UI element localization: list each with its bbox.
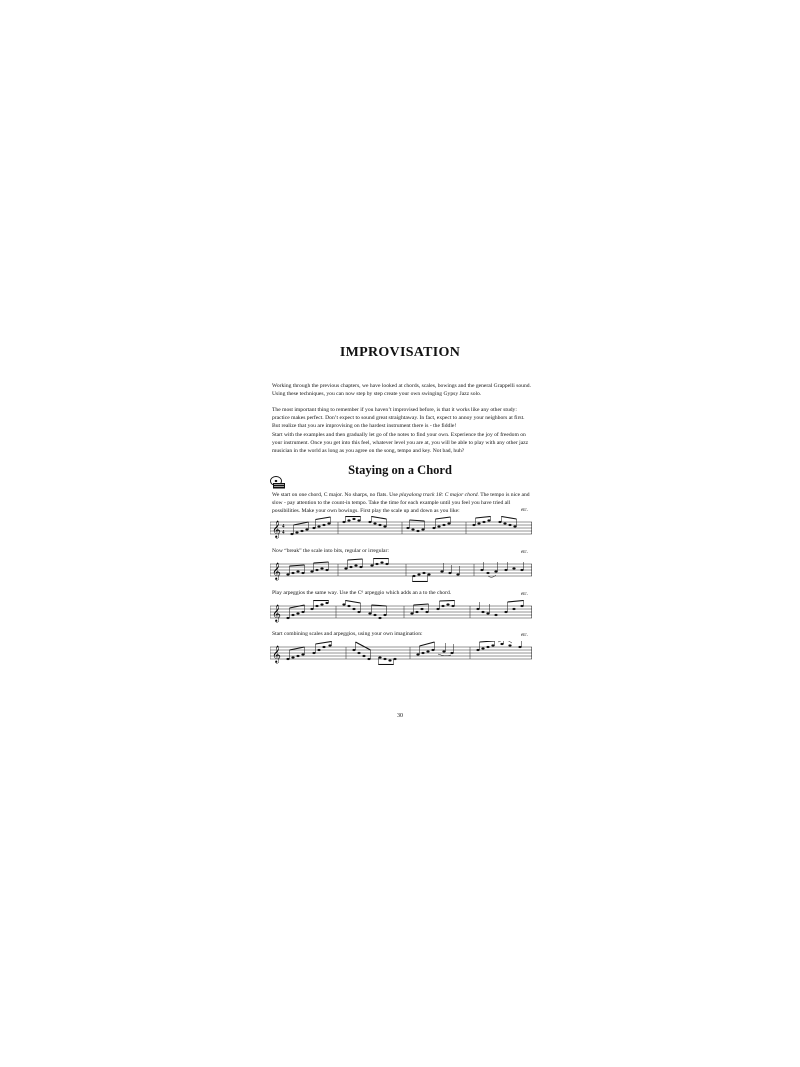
page-number: 30 — [397, 713, 403, 719]
svg-text:𝄞: 𝄞 — [272, 604, 281, 622]
intro-text-start: We start on one chord, C major. No sharps, no flats. Use — [272, 492, 400, 498]
svg-text:𝄞: 𝄞 — [272, 562, 281, 580]
page-title: IMPROVISATION — [339, 345, 461, 360]
etc-label-1: etc. — [520, 508, 528, 513]
svg-text:𝄞: 𝄞 — [272, 645, 281, 663]
cd-playalong-icon — [270, 476, 286, 489]
etc-label-2: etc. — [520, 550, 528, 555]
caption-combining: Start combining scales and arpeggios, using your own imagination: — [272, 631, 423, 637]
svg-text:4: 4 — [282, 530, 285, 536]
caption-break-scale: Now “break” the scale into bits, regular or irregular: — [272, 548, 389, 554]
etc-label-3: etc. — [520, 592, 528, 597]
music-staff-2 — [270, 558, 532, 582]
section-heading: Staying on a Chord — [348, 463, 452, 477]
intro-text-end: The tempo is nice and slow - pay attention to the count-in tempo. Take the time for each example until you feel you have tried all possibilities. Make your own bowings. First play the scale up and down as you like: — [272, 492, 530, 514]
caption-arpeggios: Play arpeggios the same way. Use the C⁶ arpeggio which adds an a to the chord. — [272, 590, 452, 596]
intro-track-reference: playalong track 18: C major chord. — [399, 492, 479, 498]
svg-text:𝄞: 𝄞 — [272, 520, 281, 538]
paragraph-2: The most important thing to remember if you haven’t improvised before, is that it works like any other study: practice makes perfect. Don’t expect to sound great straightaway. In fact, expect to annoy your neighbors at first. But realize that you are improvising on the hardest instrument there is - the fiddle! — [272, 407, 525, 429]
paragraph-3: Start with the examples and then gradually let go of the notes to find your own. Experience the joy of freedom on your instrument. Once you get into this feel, whatever level you are at, you will be able to play with any other jazz musician in the world as long as you agree on the song, tempo and key. Not bad, huh? — [272, 432, 529, 454]
paragraph-1: Working through the previous chapters, we have looked at chords, scales, bowings and the general Grappelli sound. Using these techniques, you can now step by step create your own swinging Gypsy Jazz solo. — [272, 383, 531, 397]
music-staff-1 — [270, 516, 532, 540]
svg-text:4: 4 — [282, 524, 285, 530]
etc-label-4: etc. — [520, 633, 528, 638]
music-staff-3 — [270, 600, 532, 624]
music-staff-4 — [270, 641, 532, 665]
